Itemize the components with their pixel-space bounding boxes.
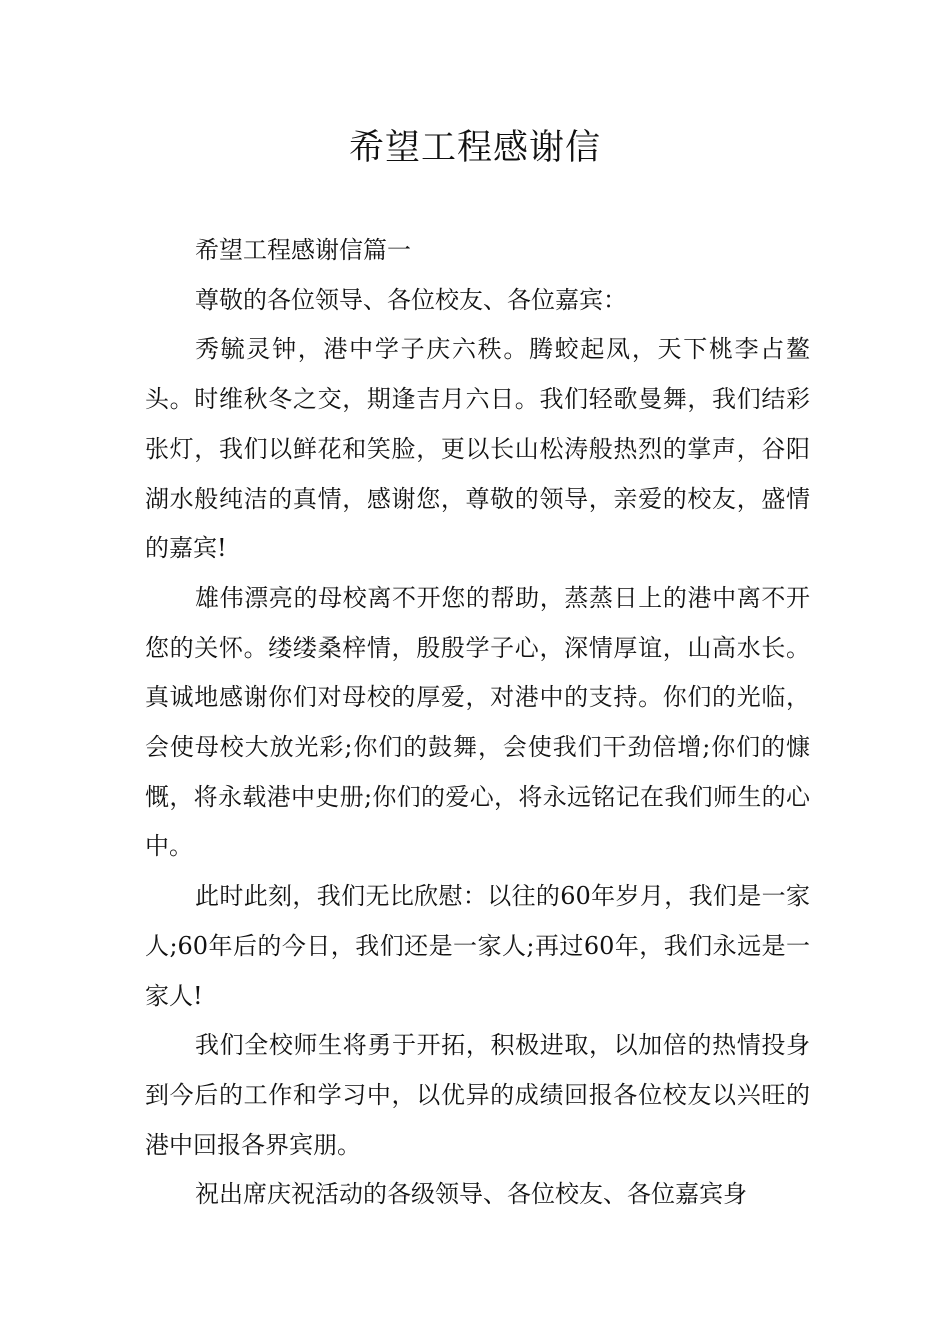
document-title: 希望工程感谢信 — [348, 128, 601, 168]
paragraph: 祝出席庆祝活动的各级领导、各位校友、各位嘉宾身 — [195, 1180, 747, 1209]
paragraph-heading: 希望工程感谢信篇一 — [195, 236, 411, 264]
paragraph: 此时此刻，我们无比欣慰：以往的60年岁月，我们是一家人;60年后的今日，我们还是一家人;再过60年，我们永远是一家人! — [145, 882, 810, 1010]
paragraph: 秀毓灵钟，港中学子庆六秩。腾蛟起凤，天下桃李占鳌头。时维秋冬之交，期逢吉月六日。我们轻歌曼舞，我们结彩张灯，我们以鲜花和笑脸，更以长山松涛般热烈的掌声，谷阳湖水般纯洁的真情，感谢您，尊敬的领导，亲爱的校友，盛情的嘉宾! — [145, 335, 810, 563]
document-body — [145, 226, 810, 1220]
paragraph: 我们全校师生将勇于开拓，积极进取，以加倍的热情投身到今后的工作和学习中，以优异的成绩回报各位校友以兴旺的港中回报各界宾朋。 — [145, 1031, 810, 1159]
paragraph: 雄伟漂亮的母校离不开您的帮助，蒸蒸日上的港中离不开您的关怀。缕缕桑梓情，殷殷学子心，深情厚谊，山高水长。真诚地感谢你们对母校的厚爱，对港中的支持。你们的光临，会使母校大放光彩;你们的鼓舞，会使我们干劲倍增;你们的慷慨，将永载港中史册;你们的爱心，将永远铭记在我们师生的心中。 — [145, 583, 810, 861]
paragraph-salutation: 尊敬的各位领导、各位校友、各位嘉宾： — [195, 285, 627, 314]
